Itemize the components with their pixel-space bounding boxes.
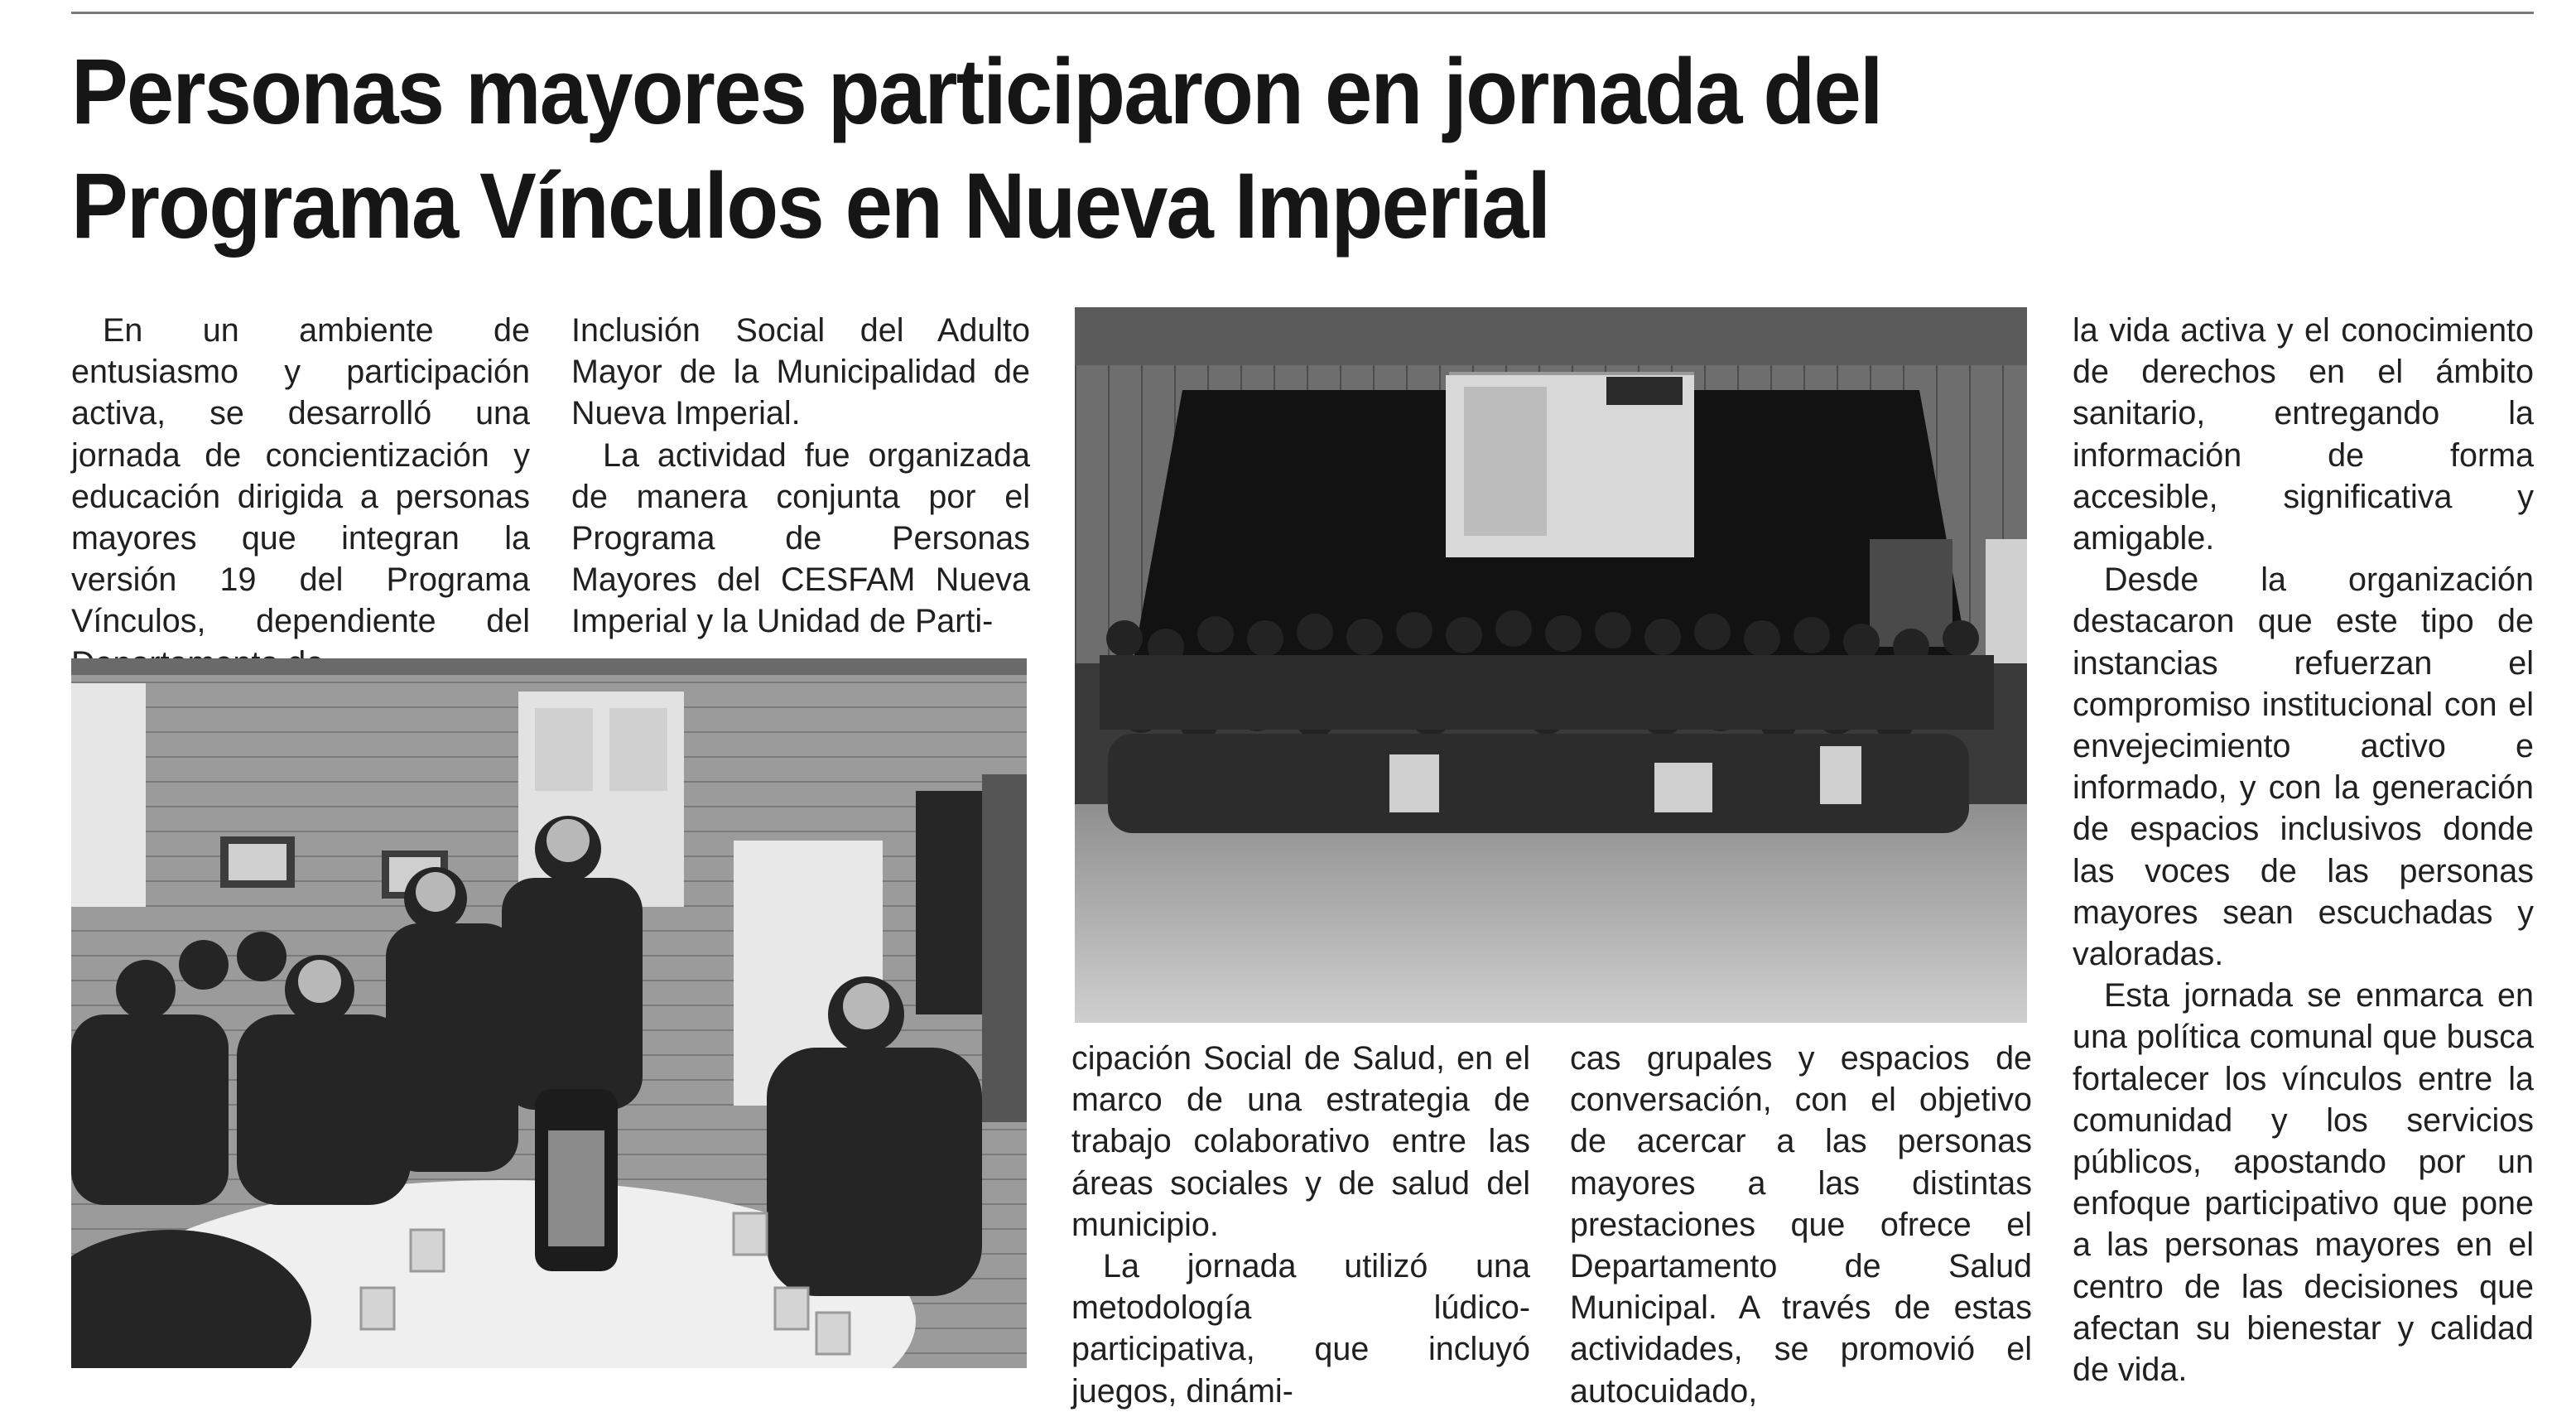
col2-paragraph-1: Inclusión Social del Adulto Mayor de la Municipalidad de Nueva Imperial. <box>571 312 1030 432</box>
col5-paragraph-2: Desde la organización destacaron que este tipo de instancias refuerzan el compromiso institucional con el envejecimiento activo e informado, y con la generación de espacios inclusivos donde las voces de las personas mayores sean escuchadas y valoradas. <box>2073 561 2534 973</box>
col4-paragraph-1: cas grupales y espacios de conversación, con el objetivo de acercar a las personas mayores a las distintas prestaciones que ofrece el Departamento de Salud Municipal. A través de estas actividades, se promovió el autocuidado, <box>1570 1040 2032 1410</box>
column-2 <box>571 310 1030 643</box>
headline: Personas mayores participaron en jornada del Programa Vínculos en Nueva Imperial <box>71 40 1882 258</box>
col1-paragraph-1: En un ambiente de entusiasmo y participación activa, se desarrolló una jornada de concientización y educación dirigida a personas mayores que integran la versión 19 del Programa Vínculos, dependiente del <box>71 312 530 640</box>
col5-paragraph-3: Esta jornada se enmarca en una política comunal que busca fortalecer los vínculos entre la comunidad y los servicios públicos, apostando por un enfoque participativo que pone a las personas mayores en el centro de las decisiones que afectan su bienestar y calidad de vida. <box>2073 977 2534 1389</box>
col3-paragraph-1: cipación Social de Salud, en el marco de una estrategia de trabajo colaborativo entre las áreas sociales y de salud del municipio. <box>1071 1040 1530 1243</box>
group-photo <box>1075 307 2027 1023</box>
top-rule <box>71 12 2534 14</box>
table-photo <box>71 658 1027 1368</box>
col3-paragraph-2: La jornada utilizó una metodología lúdico-participativa, que incluyó juegos, dinámi- <box>1071 1248 1530 1410</box>
column-5 <box>2073 310 2534 1390</box>
column-1 <box>71 310 530 684</box>
column-4 <box>1570 1038 2032 1412</box>
col2-paragraph-2: La actividad fue organizada de manera conjunta por el Programa de Personas Mayores del CESFAM Nueva Imperial y la Unidad de Parti- <box>571 436 1030 640</box>
column-3 <box>1071 1038 1530 1412</box>
col5-paragraph-1: la vida activa y el conocimiento de derechos en el ámbito sanitario, entregando la información de forma accesible, significativa y amigable. <box>2073 312 2534 557</box>
